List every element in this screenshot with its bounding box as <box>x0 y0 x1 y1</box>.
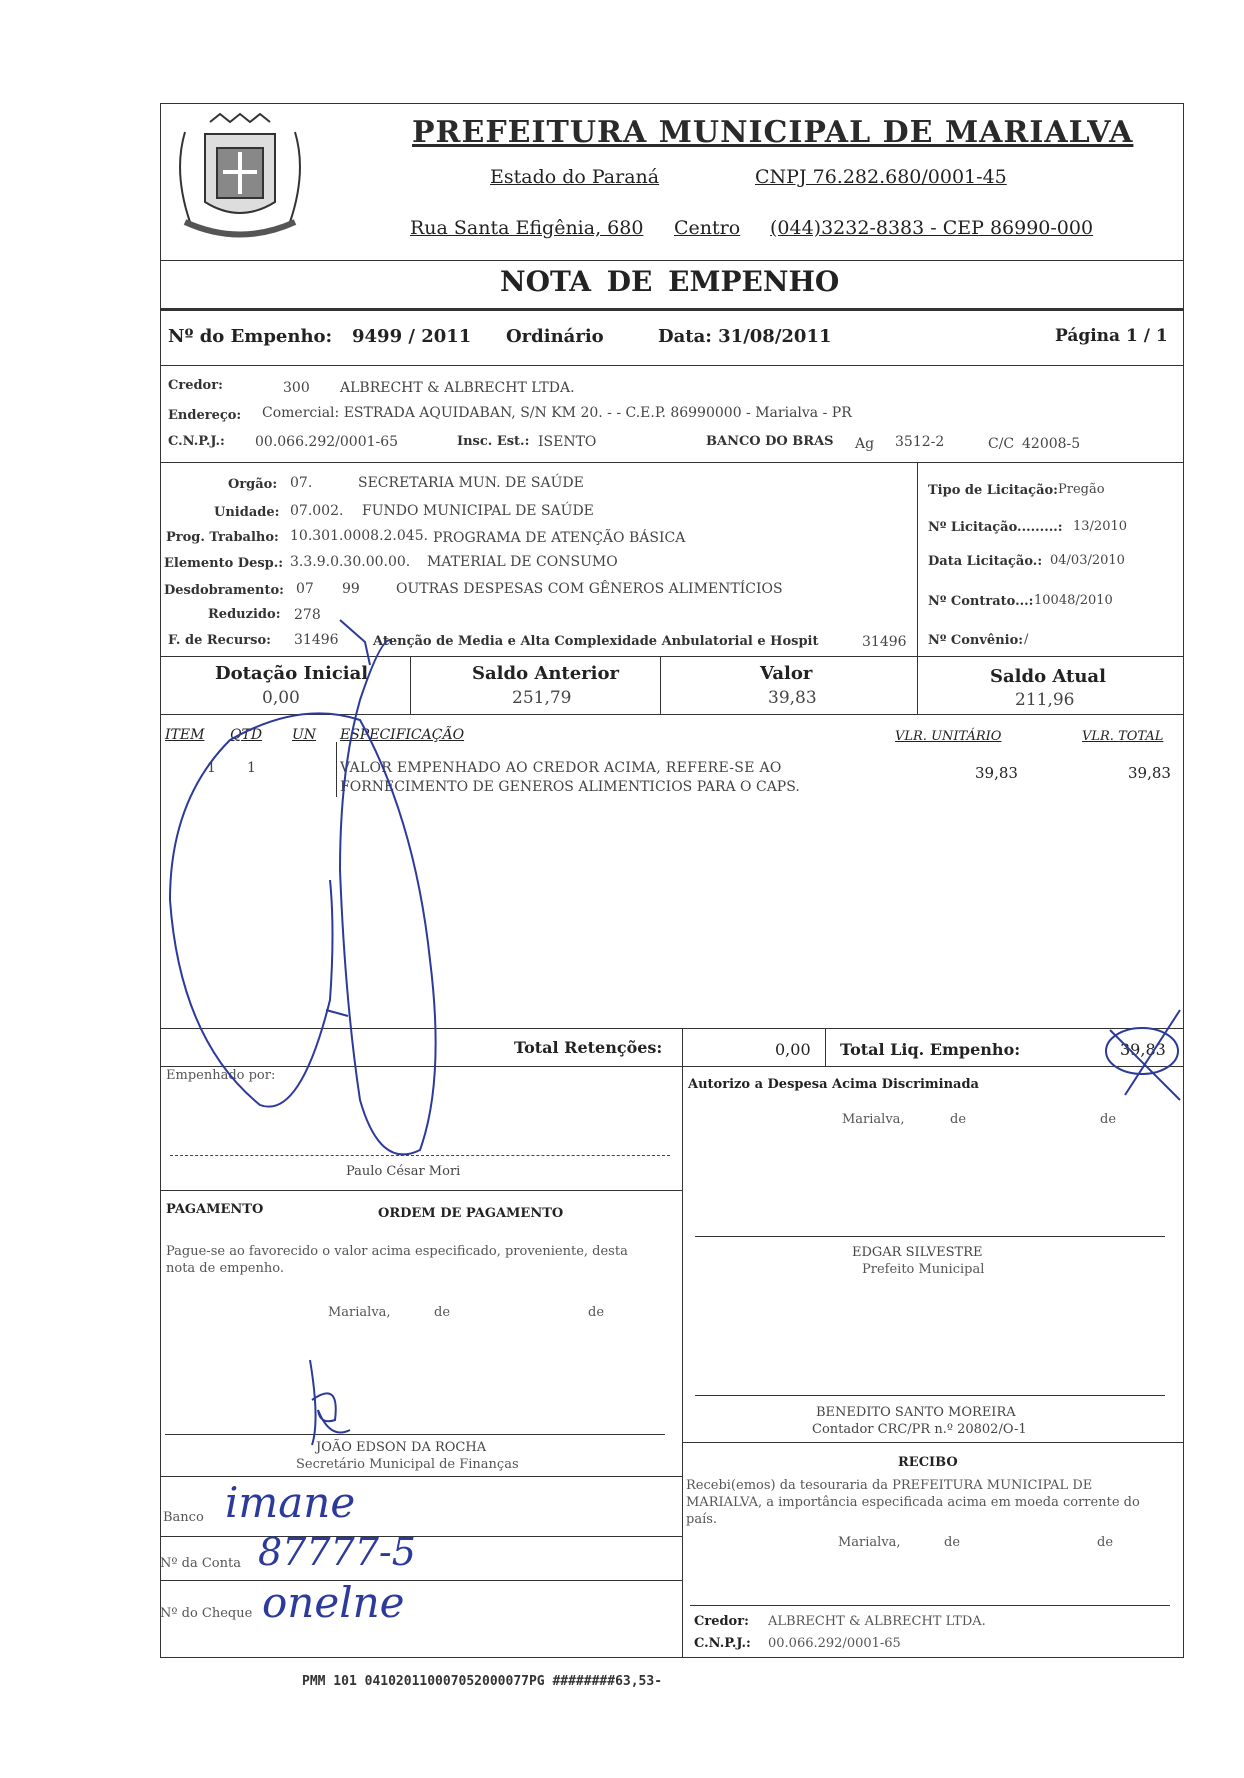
municipality-title: PREFEITURA MUNICIPAL DE MARIALVA <box>412 115 1134 150</box>
recibo-label: RECIBO <box>898 1455 958 1470</box>
ordem-pagamento-label: ORDEM DE PAGAMENTO <box>378 1206 564 1221</box>
data-licitacao-label: Data Licitação.: <box>928 554 1043 569</box>
autorizo-de2: de <box>1100 1112 1117 1127</box>
insc-label: Insc. Est.: <box>457 434 530 449</box>
valor-label: Valor <box>760 663 813 684</box>
pagamento-place: Marialva, <box>328 1305 391 1320</box>
item-number: 1 <box>207 760 216 776</box>
col-vlr-total: VLR. TOTAL <box>1082 729 1164 744</box>
phone-cep: (044)3232-8383 - CEP 86990-000 <box>770 217 1094 239</box>
item-qty: 1 <box>247 760 256 776</box>
fonte-label: F. de Recurso: <box>168 633 271 648</box>
autorizo-place: Marialva, <box>842 1112 905 1127</box>
convenio-label: Nº Convênio: <box>928 633 1024 648</box>
dotacao-inicial-label: Dotação Inicial <box>215 663 369 684</box>
prog-label: Prog. Trabalho: <box>166 530 279 545</box>
empenho-type: Ordinário <box>506 326 604 347</box>
empenho-date: Data: 31/08/2011 <box>658 326 832 347</box>
total-retencoes-value: 0,00 <box>775 1040 811 1059</box>
item-unit-value: 39,83 <box>975 764 1018 782</box>
prog-code: 10.301.0008.2.045. <box>290 528 429 544</box>
num-licitacao-label: Nº Licitação.........: <box>928 520 1063 535</box>
credor-footer-name: ALBRECHT & ALBRECHT LTDA. <box>768 1614 986 1629</box>
unidade-value: FUNDO MUNICIPAL DE SAÚDE <box>362 503 594 519</box>
contador-name: BENEDITO SANTO MOREIRA <box>816 1405 1016 1420</box>
desdobramento-code: 07 <box>296 581 314 597</box>
empenhado-name: Paulo César Mori <box>346 1164 461 1179</box>
pagamento-de2: de <box>588 1305 605 1320</box>
total-liq-label: Total Liq. Empenho: <box>840 1040 1021 1059</box>
credor-name: ALBRECHT & ALBRECHT LTDA. <box>340 380 575 396</box>
conta-value: 87777-5 <box>258 1530 416 1574</box>
desdobramento-value: OUTRAS DESPESAS COM GÊNEROS ALIMENTÍCIOS <box>396 581 783 597</box>
unidade-label: Unidade: <box>214 505 280 520</box>
credor-footer-label: Credor: <box>694 1614 749 1629</box>
insc-value: ISENTO <box>538 434 597 450</box>
account-value: 42008-5 <box>1022 436 1081 452</box>
contrato-label: Nº Contrato...: <box>928 594 1034 609</box>
banco-label: Banco <box>163 1510 204 1525</box>
document-title: NOTA DE EMPENHO <box>500 265 840 298</box>
total-liq-value: 39,83 <box>1120 1040 1166 1059</box>
num-licitacao-value: 13/2010 <box>1073 519 1128 534</box>
cnpj-label: C.N.P.J.: <box>168 434 225 449</box>
dotacao-inicial-value: 0,00 <box>262 688 300 708</box>
credor-footer-cnpj-label: C.N.P.J.: <box>694 1636 751 1651</box>
recibo-de1: de <box>944 1535 961 1550</box>
item-desc-line1: VALOR EMPENHADO AO CREDOR ACIMA, REFERE-SE AO <box>340 760 782 776</box>
conta-label: Nº da Conta <box>160 1556 241 1571</box>
col-qtd: QTD <box>230 727 263 743</box>
contrato-value: 10048/2010 <box>1034 593 1113 608</box>
pagamento-de1: de <box>434 1305 451 1320</box>
col-item: ITEM <box>165 727 205 743</box>
empenhado-label: Empenhado por: <box>166 1068 276 1083</box>
item-total-value: 39,83 <box>1128 764 1171 782</box>
address: Rua Santa Efigênia, 680 <box>410 217 644 239</box>
item-desc-line2: FORNECIMENTO DE GENEROS ALIMENTICIOS PARA O CAPS. <box>340 779 800 795</box>
elemento-value: MATERIAL DE CONSUMO <box>427 554 618 570</box>
recibo-text: Recebi(emos) da tesouraria da PREFEITURA MUNICIPAL DE MARIALVA, a importância especificada acima em moeda corrente do país. <box>686 1478 1140 1527</box>
elemento-label: Elemento Desp.: <box>164 556 284 571</box>
page-number: Página 1 / 1 <box>1055 326 1168 346</box>
prefeito-role: Prefeito Municipal <box>862 1262 985 1277</box>
cnpj-value: 00.066.292/0001-65 <box>255 434 399 450</box>
total-retencoes-label: Total Retenções: <box>514 1038 663 1057</box>
cnpj-header: CNPJ 76.282.680/0001-45 <box>755 166 1007 188</box>
unidade-code: 07.002. <box>290 503 344 519</box>
convenio-value: / <box>1024 632 1029 647</box>
district: Centro <box>674 217 741 239</box>
credor-code: 300 <box>283 380 310 396</box>
autorizo-label: Autorizo a Despesa Acima Discriminada <box>688 1077 979 1092</box>
secretario-role: Secretário Municipal de Finanças <box>296 1457 519 1472</box>
endereco-label: Endereço: <box>168 408 242 423</box>
data-licitacao-value: 04/03/2010 <box>1050 553 1125 568</box>
col-vlr-unitario: VLR. UNITÁRIO <box>895 729 1002 744</box>
orgao-code: 07. <box>290 475 313 491</box>
credor-label: Credor: <box>168 378 223 393</box>
account-label: C/C <box>988 436 1015 452</box>
footer-code: PMM 101 041020110007052000077PG ########63,53- <box>302 1674 663 1689</box>
state-name: Estado do Paraná <box>490 166 660 188</box>
prefeito-name: EDGAR SILVESTRE <box>852 1245 983 1260</box>
prog-value: PROGRAMA DE ATENÇÃO BÁSICA <box>433 530 686 546</box>
reduzido-value: 278 <box>294 607 321 623</box>
agency-label: Ag <box>855 436 875 452</box>
cheque-label: Nº do Cheque <box>160 1606 253 1621</box>
col-especificacao: ESPECIFICAÇÃO <box>340 727 465 743</box>
credor-footer-cnpj: 00.066.292/0001-65 <box>768 1636 901 1651</box>
secretario-name: JOÃO EDSON DA ROCHA <box>316 1440 487 1455</box>
banco-value: imane <box>225 1478 356 1527</box>
recibo-de2: de <box>1097 1535 1114 1550</box>
valor-value: 39,83 <box>768 688 817 708</box>
fonte-code: 31496 <box>294 632 339 648</box>
pagamento-label: PAGAMENTO <box>166 1202 264 1217</box>
col-un: UN <box>292 727 317 743</box>
saldo-atual-label: Saldo Atual <box>990 666 1106 687</box>
bank-name: BANCO DO BRAS <box>706 434 834 449</box>
tipo-licitacao-label: Tipo de Licitação: <box>928 483 1058 498</box>
reduzido-label: Reduzido: <box>208 607 281 622</box>
autorizo-de1: de <box>950 1112 967 1127</box>
desdobramento-label: Desdobramento: <box>164 583 284 598</box>
contador-role: Contador CRC/PR n.º 20802/O-1 <box>812 1422 1027 1437</box>
orgao-label: Orgão: <box>228 477 278 492</box>
endereco-value: Comercial: ESTRADA AQUIDABAN, S/N KM 20. - - C.E.P. 86990000 - Marialva - PR <box>262 405 852 421</box>
fonte-code2: 31496 <box>862 634 907 650</box>
empenho-label: Nº do Empenho: <box>168 326 333 347</box>
fonte-value: Atenção de Media e Alta Complexidade Anbulatorial e Hospit <box>373 634 819 649</box>
desdobramento-code2: 99 <box>342 581 360 597</box>
pagamento-text: Pague-se ao favorecido o valor acima especificado, proveniente, desta nota de empenho. <box>166 1244 628 1276</box>
recibo-place: Marialva, <box>838 1535 901 1550</box>
orgao-value: SECRETARIA MUN. DE SAÚDE <box>358 475 584 491</box>
elemento-code: 3.3.9.0.30.00.00. <box>290 554 411 570</box>
empenho-number: 9499 / 2011 <box>352 326 472 347</box>
agency-value: 3512-2 <box>895 434 945 450</box>
cheque-value: onelne <box>262 1578 405 1627</box>
tipo-licitacao-value: Pregão <box>1058 482 1105 497</box>
saldo-atual-value: 211,96 <box>1015 690 1075 710</box>
saldo-anterior-value: 251,79 <box>512 688 572 708</box>
saldo-anterior-label: Saldo Anterior <box>472 663 619 684</box>
